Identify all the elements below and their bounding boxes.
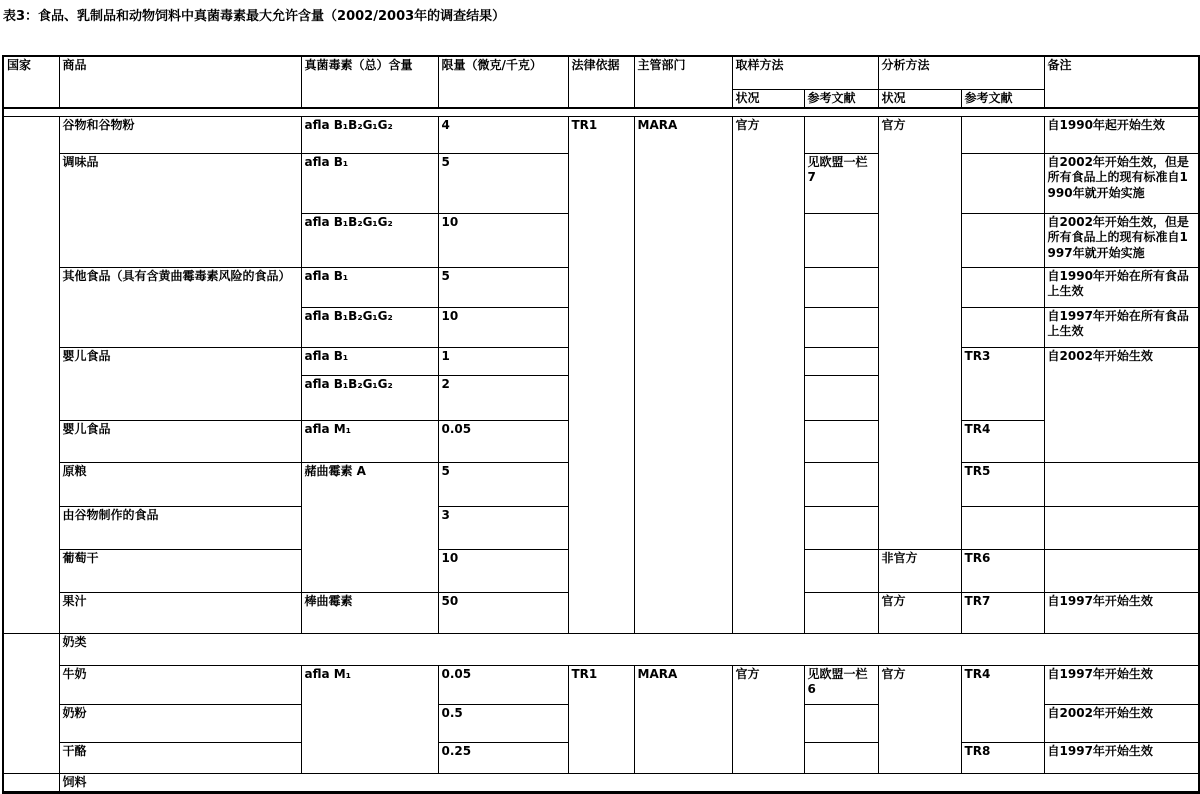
commodity-raisins: 葡萄干 <box>59 549 301 592</box>
commodity-baby-food: 婴儿食品 <box>59 347 301 420</box>
col-header-commodity: 商品 <box>59 56 301 108</box>
toxin-baby-food-total: afla B₁B₂G₁G₂ <box>301 375 438 420</box>
limit-fruit-juice: 50 <box>438 592 568 633</box>
analysis-status-cereal-section: 官方 <box>878 116 961 549</box>
spacer-cell <box>3 108 1199 116</box>
remark-milk-powder: 自2002年开始生效 <box>1044 704 1199 742</box>
analysis-status-fruit-juice: 官方 <box>878 592 961 633</box>
empty-cell <box>961 506 1044 549</box>
table-title: 表3：食品、乳制品和动物饲料中真菌毒素最大允许含量（2002/2003年的调查结果） <box>3 9 506 24</box>
analysis-ref-fruit-juice: TR7 <box>961 592 1044 633</box>
table-row <box>3 116 1199 153</box>
commodity-milk-powder: 奶粉 <box>59 704 301 742</box>
commodity-other-foods: 其他食品（具有含黄曲霉毒素风险的食品） <box>59 267 301 347</box>
col-header-toxin: 真菌毒素（总）含量 <box>301 56 438 108</box>
table-row <box>3 665 1199 704</box>
commodity-fruit-juice: 果汁 <box>59 592 301 633</box>
empty-cell <box>804 213 878 267</box>
limit-raisins: 10 <box>438 549 568 592</box>
col-header-country: 国家 <box>3 56 59 108</box>
country-cell-feed-section <box>3 773 59 793</box>
limit-cereals: 4 <box>438 116 568 153</box>
analysis-ref-raw-grain: TR5 <box>961 462 1044 506</box>
limit-raw-grain: 5 <box>438 462 568 506</box>
sampling-ref-milk: 见欧盟一栏6 <box>804 665 878 704</box>
commodity-cereals: 谷物和谷物粉 <box>59 116 301 153</box>
limit-baby-food-total: 2 <box>438 375 568 420</box>
col-header-legal-basis: 法律依据 <box>568 56 634 108</box>
empty-cell <box>804 375 878 420</box>
col-header-sampling-method: 取样方法 <box>732 56 878 89</box>
remark-baby-food: 自2002年开始生效 <box>1044 347 1199 462</box>
commodity-cereal-products: 由谷物制作的食品 <box>59 506 301 549</box>
remark-other-foods: 自1990年开始在所有食品上生效 <box>1044 267 1199 307</box>
col-header-remarks: 备注 <box>1044 56 1199 108</box>
limit-milk: 0.05 <box>438 665 568 704</box>
analysis-status-dairy-section: 官方 <box>878 665 961 773</box>
toxin-cereals: afla B₁B₂G₁G₂ <box>301 116 438 153</box>
toxin-baby-food: afla B₁ <box>301 347 438 375</box>
toxin-milk-m1: afla M₁ <box>301 665 438 773</box>
authority-dairy-section: MARA <box>634 665 732 773</box>
toxin-baby-food-m1: afla M₁ <box>301 420 438 462</box>
toxin-spices: afla B₁ <box>301 153 438 213</box>
spacer-row <box>3 108 1199 116</box>
analysis-status-raisins: 非官方 <box>878 549 961 592</box>
col-header-analysis-reference: 参考文献 <box>961 89 1044 108</box>
section-row-dairy <box>3 633 1199 665</box>
toxin-ochratoxin: 赭曲霉素 A <box>301 462 438 592</box>
remark-cheese: 自1997年开始生效 <box>1044 742 1199 773</box>
empty-cell <box>804 307 878 347</box>
empty-cell <box>1044 506 1199 549</box>
limit-baby-food: 1 <box>438 347 568 375</box>
col-header-sampling-status: 状况 <box>732 89 804 108</box>
sampling-status-cereal-section: 官方 <box>732 116 804 633</box>
sampling-status-dairy-section: 官方 <box>732 665 804 773</box>
empty-cell <box>804 347 878 375</box>
country-cell-dairy-section <box>3 633 59 773</box>
toxin-other-foods-total: afla B₁B₂G₁G₂ <box>301 307 438 347</box>
analysis-ref-baby-food: TR3 <box>961 347 1044 420</box>
empty-cell <box>961 213 1044 267</box>
limit-cheese: 0.25 <box>438 742 568 773</box>
empty-cell <box>1044 462 1199 506</box>
analysis-ref-cheese: TR8 <box>961 742 1044 773</box>
empty-cell <box>961 116 1044 153</box>
empty-cell <box>804 592 878 633</box>
col-header-analysis-status: 状况 <box>878 89 961 108</box>
empty-cell <box>804 506 878 549</box>
empty-cell <box>804 116 878 153</box>
empty-cell <box>804 549 878 592</box>
analysis-ref-raisins: TR6 <box>961 549 1044 592</box>
commodity-raw-grain: 原粮 <box>59 462 301 506</box>
commodity-spices: 调味品 <box>59 153 301 267</box>
empty-cell <box>804 704 878 742</box>
analysis-ref-baby-food-m1: TR4 <box>961 420 1044 462</box>
toxin-spices-total: afla B₁B₂G₁G₂ <box>301 213 438 267</box>
empty-cell <box>1044 549 1199 592</box>
analysis-ref-milk: TR4 <box>961 665 1044 742</box>
legal-basis-cereal-section: TR1 <box>568 116 634 633</box>
toxin-other-foods: afla B₁ <box>301 267 438 307</box>
remark-cereals: 自1990年起开始生效 <box>1044 116 1199 153</box>
empty-cell <box>961 153 1044 213</box>
limit-other-foods: 5 <box>438 267 568 307</box>
remark-fruit-juice: 自1997年开始生效 <box>1044 592 1199 633</box>
limit-milk-powder: 0.5 <box>438 704 568 742</box>
limit-cereal-products: 3 <box>438 506 568 549</box>
commodity-baby-food-m1: 婴儿食品 <box>59 420 301 462</box>
country-cell-cereal-section <box>3 116 59 633</box>
remark-spices: 自2002年开始生效，但是所有食品上的现有标准自1990年就开始实施 <box>1044 153 1199 213</box>
col-header-analysis-method: 分析方法 <box>878 56 1044 89</box>
col-header-limit: 限量（微克/千克） <box>438 56 568 108</box>
mycotoxin-limits-table <box>2 55 1200 794</box>
limit-spices: 5 <box>438 153 568 213</box>
authority-cereal-section: MARA <box>634 116 732 633</box>
commodity-cheese: 干酪 <box>59 742 301 773</box>
limit-other-foods-total: 10 <box>438 307 568 347</box>
empty-cell <box>804 420 878 462</box>
remark-milk: 自1997年开始生效 <box>1044 665 1199 704</box>
limit-spices-total: 10 <box>438 213 568 267</box>
sampling-ref-spices: 见欧盟一栏7 <box>804 153 878 213</box>
toxin-patulin: 棒曲霉素 <box>301 592 438 633</box>
col-header-authority: 主管部门 <box>634 56 732 108</box>
empty-cell <box>804 742 878 773</box>
section-header-feed: 饲料 <box>59 773 1199 793</box>
section-header-dairy: 奶类 <box>59 633 1199 665</box>
empty-cell <box>961 267 1044 307</box>
col-header-sampling-reference: 参考文献 <box>804 89 878 108</box>
remark-other-foods-total: 自1997年开始在所有食品上生效 <box>1044 307 1199 347</box>
empty-cell <box>804 462 878 506</box>
empty-cell <box>961 307 1044 347</box>
empty-cell <box>804 267 878 307</box>
section-row-feed <box>3 773 1199 793</box>
legal-basis-dairy-section: TR1 <box>568 665 634 773</box>
commodity-milk: 牛奶 <box>59 665 301 704</box>
remark-spices-total: 自2002年开始生效，但是所有食品上的现有标准自1997年就开始实施 <box>1044 213 1199 267</box>
limit-baby-food-m1: 0.05 <box>438 420 568 462</box>
